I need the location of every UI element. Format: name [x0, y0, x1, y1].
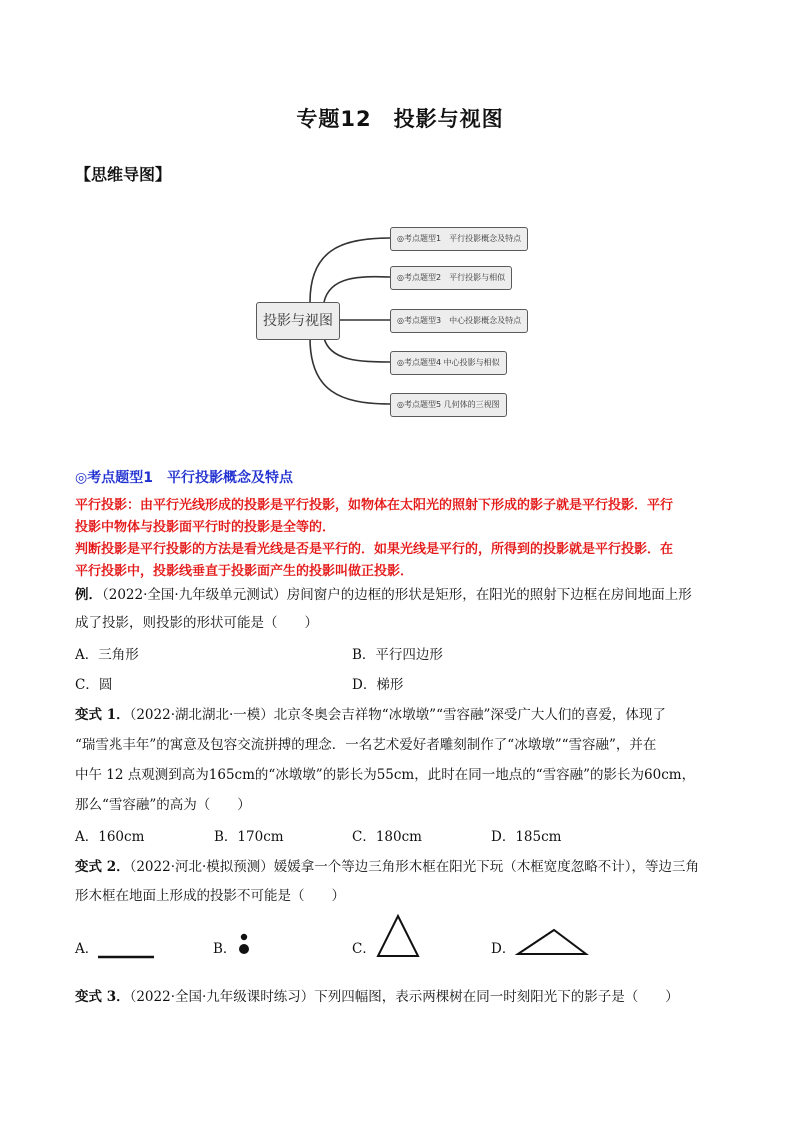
variant1-line-3: 中午 12 点观测到高为165cm的“冰墩墩”的影长为55cm，此时在同一地点的“雪容融”的影长为60cm， — [75, 767, 696, 783]
variant1-label: 变式 1． — [75, 707, 130, 723]
page-title: 专题12 投影与视图 — [296, 107, 504, 131]
variant2-option-d-letter: D． — [491, 941, 516, 957]
variant1-option-c: C．180cm — [352, 829, 422, 845]
dot-shape — [234, 928, 254, 960]
example-option-c: C．圆 — [75, 677, 113, 693]
connector-4 — [324, 338, 390, 362]
mind-map-branch-1: ◎考点题型1 平行投影概念及特点 — [390, 227, 528, 251]
variant1-option-a: A．160cm — [75, 829, 145, 845]
variant3-label: 变式 3． — [75, 989, 130, 1005]
variant2-option-c-letter: C． — [352, 941, 376, 957]
mind-map-branch-4: ◎考点题型4 中心投影与相似 — [390, 351, 507, 375]
example-text-1: （2022·全国·九年级单元测试）房间窗户的边框的形状是矩形，在阳光的照射下边框在房间地面上形 — [102, 587, 692, 603]
topic-heading: ◎考点题型1 平行投影概念及特点 — [75, 470, 293, 486]
variant1-option-d: D．185cm — [491, 829, 562, 845]
mind-map-heading: 【思维导图】 — [75, 165, 172, 184]
variant2-line-1 — [75, 856, 735, 879]
obtuse-triangle-shape — [514, 926, 590, 960]
example-option-a: A．三角形 — [75, 647, 139, 663]
mind-map — [250, 216, 550, 426]
variant2-line-2: 形木框在地面上形成的投影不可能是（ ） — [75, 888, 345, 904]
variant1-option-b: B．170cm — [214, 829, 284, 845]
mind-map-branch-2: ◎考点题型2 平行投影与相似 — [390, 266, 512, 290]
variant3-line-1 — [75, 986, 735, 1009]
line-segment-shape — [96, 935, 158, 965]
connector-2 — [324, 277, 390, 302]
connector-1 — [310, 238, 390, 302]
connector-5 — [310, 338, 390, 404]
mind-map-branch-3: ◎考点题型3 中心投影概念及特点 — [390, 309, 528, 333]
variant2-option-b-letter: B． — [213, 941, 237, 957]
example-label: 例． — [75, 587, 102, 603]
rule-line-4: 平行投影中，投影线垂直于投影面产生的投影叫做正投影． — [75, 564, 414, 579]
variant1-text-1: （2022·湖北湖北·一模）北京冬奥会吉祥物“冰墩墩”“雪容融”深受广大人们的喜爱，体现了 — [129, 707, 666, 723]
variant1-line-4: 那么“雪容融”的高为（ ） — [75, 797, 251, 813]
variant3-text-1: （2022·全国·九年级课时练习）下列四幅图，表示两棵树在同一时刻阳光下的影子是（ ） — [129, 989, 679, 1005]
variant2-option-a-letter: A． — [75, 941, 99, 957]
variant2-text-1: （2022·河北·模拟预测）媛媛拿一个等边三角形木框在阳光下玩（木框宽度忽略不计），等边三角 — [129, 859, 700, 875]
rule-line-2: 投影中物体与投影面平行时的投影是全等的． — [75, 520, 336, 535]
mind-map-branch-5: ◎考点题型5 几何体的三视图 — [390, 393, 507, 417]
example-option-b: B．平行四边形 — [352, 647, 443, 663]
example-line-1 — [75, 584, 735, 607]
variant1-line-1 — [75, 704, 735, 727]
example-option-d: D．梯形 — [352, 677, 404, 693]
variant2-label: 变式 2． — [75, 859, 130, 875]
variant1-line-2: “瑞雪兆丰年”的寓意及包容交流拼搏的理念．一名艺术爱好者雕刻制作了“冰墩墩”“雪容融”，并在 — [75, 737, 657, 753]
example-line-2: 成了投影，则投影的形状可能是（ ） — [75, 615, 318, 631]
rule-line-3: 判断投影是平行投影的方法是看光线是否是平行的．如果光线是平行的，所得到的投影就是平行投影．在 — [75, 542, 674, 557]
equilateral-triangle-shape — [374, 912, 422, 960]
rule-line-1: 平行投影：由平行光线形成的投影是平行投影，如物体在太阳光的照射下形成的影子就是平行投影．平行 — [75, 498, 674, 513]
mind-map-center: 投影与视图 — [256, 302, 340, 340]
